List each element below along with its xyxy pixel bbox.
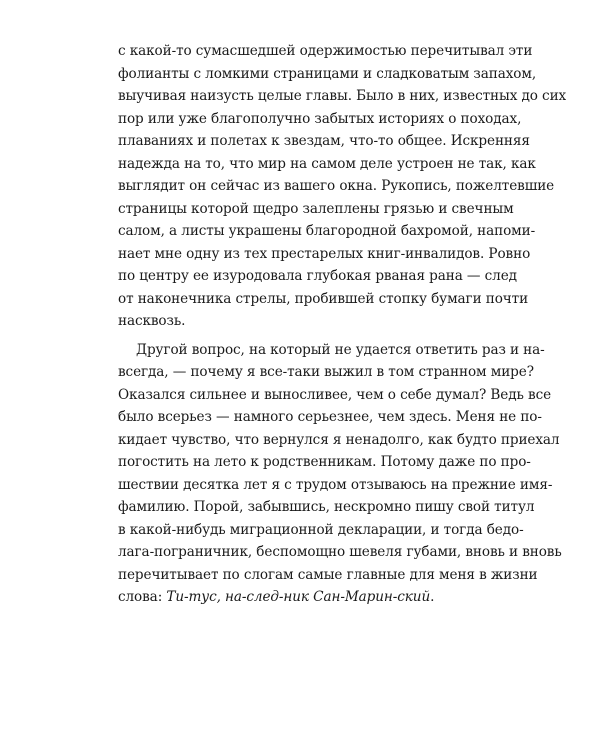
final-line-prefix: слова: [118,589,167,605]
text-line: от наконечника стрелы, пробившей стопку бумаги почти [118,290,529,307]
text-line: всегда, — почему я все-таки выжил в том странном мире? [118,364,534,380]
text-line: было всерьез — намного серьезнее, чем здесь. Меня не по- [118,409,542,425]
text-line: фамилию. Порой, забывшись, нескромно пишу свой титул [118,499,535,515]
text-line: выглядит он сейчас из вашего окна. Рукопись, пожелтевшие [118,178,555,194]
text-line: кидает чувство, что вернулся я ненадолго, как будто приехал [118,431,560,448]
text-line-final [118,586,492,609]
text-line: погостить на лето к родственникам. Потому даже по про- [118,454,531,470]
text-line: плаваниях и полетах к звездам, что-то общее. Искренняя [118,133,530,149]
text-line: выучивая наизусть целые главы. Было в них, известных до сих [118,88,567,104]
text-line: перечитывает по слогам самые главные для меня в жизни [118,566,538,583]
paragraph-1 [118,40,567,333]
text-line: лага-пограничник, беспомощно шевеля губами, вновь и вновь [118,544,562,560]
text-line: нает мне одну из тех престарелых книг-инвалидов. Ровно [118,245,531,262]
final-line-suffix: . [430,589,435,605]
body-text [118,40,567,609]
text-line: фолианты с ломкими страницами и сладковатым запахом, [118,65,537,82]
text-line: Оказался сильнее и выносливее, чем о себе думал? Ведь все [118,386,552,403]
text-line: насквозь. [118,313,186,329]
paragraph-2 [118,339,562,609]
italic-title: Ти-тус, на-след-ник Сан-Марин-ский [166,589,431,605]
text-line: шествии десятка лет я с трудом отзываюсь на прежние имя- [118,476,553,493]
text-line: страницы которой щедро залеплены грязью и свечным [118,200,514,217]
text-line: надежда на то, что мир на самом деле устроен не так, как [118,155,536,172]
text-line: по центру ее изуродовала глубокая рваная рана — след [118,268,517,284]
text-line: пор или уже благополучно забытых историях о походах, [118,110,522,127]
text-line: Другой вопрос, на который не удается ответить раз и на- [136,341,545,358]
text-line: с какой-то сумасшедшей одержимостью перечитывал эти [118,43,533,59]
text-line: салом, а листы украшены благородной бахромой, напоми- [118,223,536,239]
text-line: в какой-нибудь миграционной декларации, и тогда бедо- [118,521,524,538]
